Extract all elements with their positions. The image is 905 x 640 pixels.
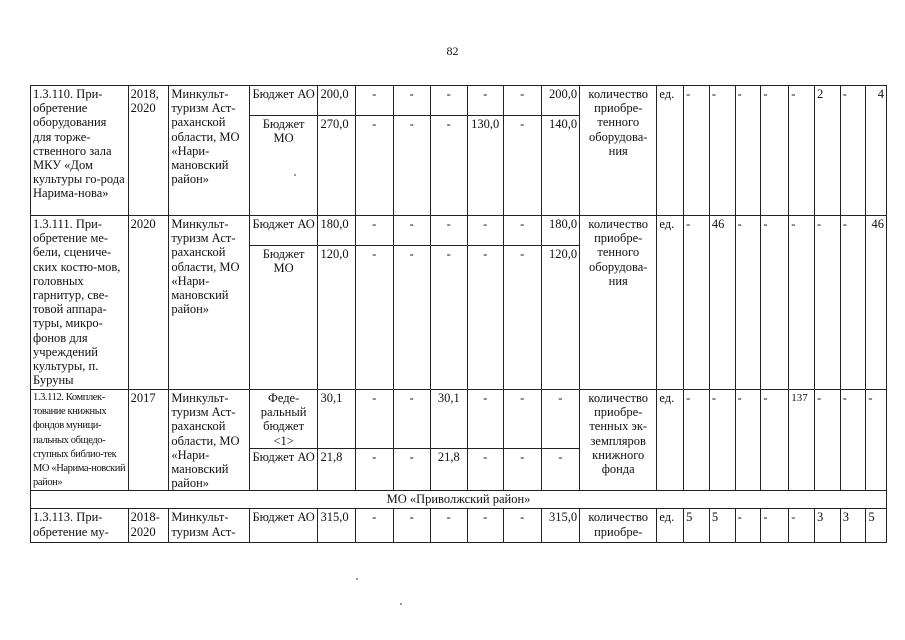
- indicator-value-cell: -: [761, 390, 789, 491]
- year-cell: -: [355, 390, 393, 449]
- years-cell: 2018, 2020: [128, 86, 169, 216]
- year-cell: -: [541, 390, 580, 449]
- indicator-value-cell: -: [840, 216, 866, 390]
- scan-speck: [294, 174, 296, 176]
- year-cell: -: [467, 390, 503, 449]
- indicator-value-cell: -: [814, 216, 840, 390]
- indicator-cell: количество приобре-тенного оборудова-ния: [580, 86, 657, 216]
- indicator-cell: количество приобре-тенных эк-земпляров книжного фонда: [580, 390, 657, 491]
- indicator-value-cell: 5: [866, 509, 887, 543]
- indicator-value-cell: -: [789, 86, 815, 216]
- executor-cell: Минкульт-туризм Аст-раханской области, МО «Нари-мановский район»: [169, 86, 249, 216]
- total-cell: 120,0: [318, 246, 356, 390]
- year-cell: -: [393, 509, 431, 543]
- year-cell: -: [503, 86, 541, 116]
- indicator-value-cell: -: [735, 86, 761, 216]
- indicator-value-cell: -: [735, 390, 761, 491]
- total-cell: 21,8: [318, 448, 356, 491]
- indicator-value-cell: -: [761, 509, 789, 543]
- indicator-value-cell: 3: [814, 509, 840, 543]
- total-cell: 270,0: [318, 116, 356, 216]
- unit-cell: ед.: [657, 86, 684, 216]
- total-cell: 30,1: [318, 390, 356, 449]
- table-row: [31, 390, 887, 449]
- year-cell: 140,0: [541, 116, 580, 216]
- year-cell: -: [393, 448, 431, 491]
- source-cell: Бюджет АО: [249, 448, 318, 491]
- indicator-value-cell: 46: [866, 216, 887, 390]
- indicator-value-cell: -: [684, 216, 710, 390]
- year-cell: -: [431, 116, 467, 216]
- year-cell: -: [541, 448, 580, 491]
- year-cell: -: [355, 116, 393, 216]
- indicator-value-cell: -: [684, 390, 710, 491]
- executor-cell: Минкульт-туризм Аст-раханской области, МО «Нари-мановский район»: [169, 216, 249, 390]
- section-title: МО «Приволжский район»: [31, 491, 887, 509]
- year-cell: -: [503, 116, 541, 216]
- table-row: [31, 509, 887, 543]
- indicator-value-cell: -: [789, 509, 815, 543]
- year-cell: -: [393, 246, 431, 390]
- year-cell: 130,0: [467, 116, 503, 216]
- year-cell: -: [467, 509, 503, 543]
- year-cell: -: [431, 216, 467, 246]
- year-cell: -: [503, 509, 541, 543]
- total-cell: 180,0: [318, 216, 356, 246]
- program-table: [30, 85, 887, 543]
- indicator-value-cell: -: [709, 390, 735, 491]
- source-cell: Бюджет МО: [249, 246, 318, 390]
- year-cell: -: [431, 509, 467, 543]
- year-cell: -: [467, 246, 503, 390]
- page-number: 82: [446, 44, 459, 58]
- year-cell: 120,0: [541, 246, 580, 390]
- year-cell: -: [393, 86, 431, 116]
- indicator-value-cell: -: [840, 390, 866, 491]
- year-cell: -: [393, 390, 431, 449]
- indicator-value-cell: 137: [789, 390, 815, 491]
- indicator-value-cell: -: [709, 86, 735, 216]
- indicator-value-cell: 3: [840, 509, 866, 543]
- indicator-value-cell: 5: [684, 509, 710, 543]
- year-cell: -: [355, 246, 393, 390]
- source-cell: Бюджет АО: [249, 216, 318, 246]
- year-cell: -: [393, 216, 431, 246]
- indicator-value-cell: -: [761, 86, 789, 216]
- year-cell: 30,1: [431, 390, 467, 449]
- year-cell: 315,0: [541, 509, 580, 543]
- indicator-value-cell: -: [866, 390, 887, 491]
- indicator-value-cell: -: [735, 509, 761, 543]
- year-cell: -: [467, 86, 503, 116]
- unit-cell: ед.: [657, 390, 684, 491]
- year-cell: -: [467, 216, 503, 246]
- total-cell: 315,0: [318, 509, 356, 543]
- indicator-value-cell: -: [684, 86, 710, 216]
- source-cell: Бюджет МО: [249, 116, 318, 216]
- indicator-value-cell: -: [840, 86, 866, 216]
- year-cell: -: [503, 390, 541, 449]
- table-row: [31, 86, 887, 116]
- executor-cell: Минкульт-туризм Аст-раханской области, МО «Нари-мановский район»: [169, 390, 249, 491]
- executor-cell: Минкульт-туризм Аст-: [169, 509, 249, 543]
- item-cell: 1.3.112. Комплек-тование книжных фондов муници-пальных общедо-ступных библио-тек МО «Нарима-новский район»: [31, 390, 129, 491]
- indicator-value-cell: 2: [814, 86, 840, 216]
- indicator-value-cell: 46: [709, 216, 735, 390]
- year-cell: -: [503, 216, 541, 246]
- indicator-cell: количество приобре-тенного оборудова-ния: [580, 216, 657, 390]
- section-row: [31, 491, 887, 509]
- total-cell: 200,0: [318, 86, 356, 116]
- year-cell: -: [393, 116, 431, 216]
- years-cell: 2017: [128, 390, 169, 491]
- indicator-value-cell: 5: [709, 509, 735, 543]
- table-row: [31, 216, 887, 246]
- indicator-value-cell: -: [761, 216, 789, 390]
- indicator-value-cell: -: [735, 216, 761, 390]
- year-cell: -: [467, 448, 503, 491]
- year-cell: -: [503, 448, 541, 491]
- scan-speck: [400, 603, 402, 605]
- item-cell: 1.3.113. При-обретение му-: [31, 509, 129, 543]
- year-cell: -: [355, 216, 393, 246]
- year-cell: -: [355, 448, 393, 491]
- year-cell: -: [431, 246, 467, 390]
- year-cell: -: [355, 86, 393, 116]
- source-cell: Феде-ральный бюджет <1>: [249, 390, 318, 449]
- source-cell: Бюджет АО: [249, 509, 318, 543]
- source-cell: Бюджет АО: [249, 86, 318, 116]
- year-cell: 180,0: [541, 216, 580, 246]
- year-cell: -: [431, 86, 467, 116]
- item-cell: 1.3.111. При-обретение ме-бели, сцениче-ских костю-мов, головных гарнитур, све-товой аппара-туры, микро-фонов для учреждений культуры, п. Буруны: [31, 216, 129, 390]
- scan-speck: [356, 578, 358, 580]
- item-cell: 1.3.110. При-обретение оборудования для торже-ственного зала МКУ «Дом культуры го-рода Нарима-нова»: [31, 86, 129, 216]
- year-cell: 21,8: [431, 448, 467, 491]
- year-cell: -: [503, 246, 541, 390]
- year-cell: 200,0: [541, 86, 580, 116]
- indicator-value-cell: -: [789, 216, 815, 390]
- unit-cell: ед.: [657, 509, 684, 543]
- unit-cell: ед.: [657, 216, 684, 390]
- indicator-value-cell: 4: [866, 86, 887, 216]
- year-cell: -: [355, 509, 393, 543]
- indicator-cell: количество приобре-: [580, 509, 657, 543]
- indicator-value-cell: -: [814, 390, 840, 491]
- years-cell: 2018-2020: [128, 509, 169, 543]
- years-cell: 2020: [128, 216, 169, 390]
